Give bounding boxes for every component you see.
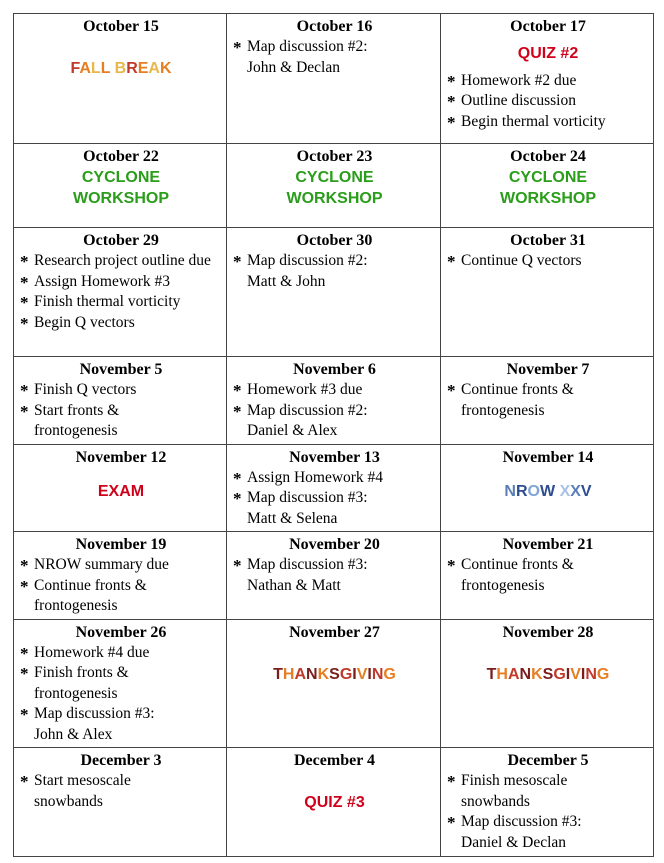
- agenda-list: [20, 643, 222, 746]
- day-cell: [441, 228, 654, 357]
- day-date: December 3: [80, 752, 162, 769]
- day-date: November 5: [79, 361, 163, 378]
- agenda-item: * Homework #2 due: [447, 71, 649, 92]
- day-cell: [227, 748, 441, 857]
- schedule-row: [14, 619, 654, 748]
- agenda-item: * Homework #3 due: [233, 380, 436, 401]
- agenda-item: * Finish mesoscale snowbands: [447, 771, 649, 812]
- agenda-list: [233, 555, 436, 596]
- agenda-item: * Map discussion #3: Matt & Selena: [233, 488, 436, 529]
- day-date: December 4: [294, 752, 375, 769]
- event-label: QUIZ #2: [517, 45, 579, 62]
- day-date: November 28: [502, 623, 594, 641]
- event-label: CYCLONE WORKSHOP: [500, 169, 596, 207]
- day-date: November 12: [75, 448, 167, 466]
- schedule-row: [14, 357, 654, 445]
- agenda-item: * Finish fronts & frontogenesis: [20, 663, 222, 704]
- day-date: November 13: [289, 448, 380, 466]
- agenda-item: * Start mesoscale snowbands: [20, 771, 222, 812]
- day-cell: [227, 144, 441, 228]
- schedule-row: [14, 748, 654, 857]
- event-label: NROW XXV: [504, 482, 592, 500]
- day-date: December 5: [507, 752, 589, 769]
- day-date: October 30: [296, 232, 373, 249]
- agenda-item: * NROW summary due: [20, 555, 222, 576]
- day-date: October 29: [83, 232, 159, 249]
- day-date: November 26: [75, 623, 167, 641]
- agenda-item: * Research project outline due: [20, 251, 222, 272]
- agenda-list: [20, 555, 222, 617]
- agenda-list: [233, 251, 436, 292]
- agenda-item: * Begin thermal vorticity: [447, 112, 649, 133]
- day-cell: [14, 228, 227, 357]
- day-date: October 16: [296, 18, 373, 35]
- day-cell: [227, 357, 441, 445]
- day-cell: [14, 532, 227, 620]
- day-date: October 31: [510, 232, 586, 249]
- agenda-list: [20, 380, 222, 442]
- day-cell: [441, 619, 654, 748]
- agenda-item: * Homework #4 due: [20, 643, 222, 664]
- day-cell: [441, 532, 654, 620]
- schedule-row: [14, 228, 654, 357]
- agenda-item: * Map discussion #3: Daniel & Declan: [447, 812, 649, 853]
- day-cell: [227, 532, 441, 620]
- event-label: QUIZ #3: [304, 794, 365, 811]
- schedule-row: [14, 144, 654, 228]
- day-cell: [441, 144, 654, 228]
- day-date: October 15: [83, 18, 159, 35]
- day-date: October 17: [510, 18, 586, 35]
- agenda-list: [447, 71, 649, 133]
- agenda-item: * Map discussion #3: Nathan & Matt: [233, 555, 436, 596]
- agenda-list: [447, 380, 649, 421]
- day-date: November 6: [293, 361, 376, 378]
- day-date: November 20: [289, 536, 380, 553]
- agenda-item: * Map discussion #2: Matt & John: [233, 251, 436, 292]
- day-date: October 22: [83, 148, 159, 165]
- schedule-body: [14, 14, 654, 857]
- schedule-row: [14, 532, 654, 620]
- agenda-item: * Continue fronts & frontogenesis: [20, 576, 222, 617]
- agenda-item: * Assign Homework #3: [20, 272, 222, 293]
- agenda-item: * Start fronts & frontogenesis: [20, 401, 222, 442]
- day-date: October 24: [510, 148, 586, 165]
- agenda-item: * Begin Q vectors: [20, 313, 222, 334]
- agenda-list: [233, 37, 436, 78]
- day-cell: [14, 144, 227, 228]
- day-date: November 7: [506, 361, 590, 378]
- agenda-item: * Finish Q vectors: [20, 380, 222, 401]
- agenda-list: [233, 468, 436, 530]
- day-cell: [441, 14, 654, 144]
- day-cell: [14, 444, 227, 532]
- agenda-item: * Continue fronts & frontogenesis: [447, 380, 649, 421]
- day-cell: [227, 619, 441, 748]
- schedule-row: [14, 444, 654, 532]
- agenda-list: [447, 251, 649, 272]
- day-cell: [441, 444, 654, 532]
- schedule-row: [14, 14, 654, 144]
- agenda-list: [447, 555, 649, 596]
- day-cell: [227, 444, 441, 532]
- agenda-item: * Continue Q vectors: [447, 251, 649, 272]
- day-cell: [14, 357, 227, 445]
- day-date: November 19: [75, 536, 167, 553]
- event-label: THANKSGIVING: [273, 665, 396, 683]
- day-date: November 21: [502, 536, 594, 553]
- agenda-list: [233, 380, 436, 442]
- day-cell: [14, 14, 227, 144]
- agenda-list: [20, 771, 222, 812]
- event-label: EXAM: [97, 482, 145, 500]
- event-label: FALL BREAK: [70, 60, 172, 77]
- event-label: CYCLONE WORKSHOP: [286, 169, 383, 207]
- agenda-item: * Finish thermal vorticity: [20, 292, 222, 313]
- day-cell: [441, 748, 654, 857]
- agenda-item: * Outline discussion: [447, 91, 649, 112]
- day-date: October 23: [296, 148, 373, 165]
- agenda-item: * Map discussion #2: Daniel & Alex: [233, 401, 436, 442]
- day-date: November 14: [502, 448, 594, 466]
- agenda-item: * Map discussion #3: John & Alex: [20, 704, 222, 745]
- agenda-list: [447, 771, 649, 853]
- schedule-table: [13, 13, 654, 857]
- day-cell: [14, 619, 227, 748]
- day-cell: [227, 228, 441, 357]
- agenda-item: * Map discussion #2: John & Declan: [233, 37, 436, 78]
- event-label: CYCLONE WORKSHOP: [73, 169, 169, 207]
- day-date: November 27: [289, 623, 380, 641]
- day-cell: [14, 748, 227, 857]
- event-label: THANKSGIVING: [486, 665, 610, 683]
- day-cell: [441, 357, 654, 445]
- agenda-list: [20, 251, 222, 333]
- day-cell: [227, 14, 441, 144]
- agenda-item: * Assign Homework #4: [233, 468, 436, 489]
- agenda-item: * Continue fronts & frontogenesis: [447, 555, 649, 596]
